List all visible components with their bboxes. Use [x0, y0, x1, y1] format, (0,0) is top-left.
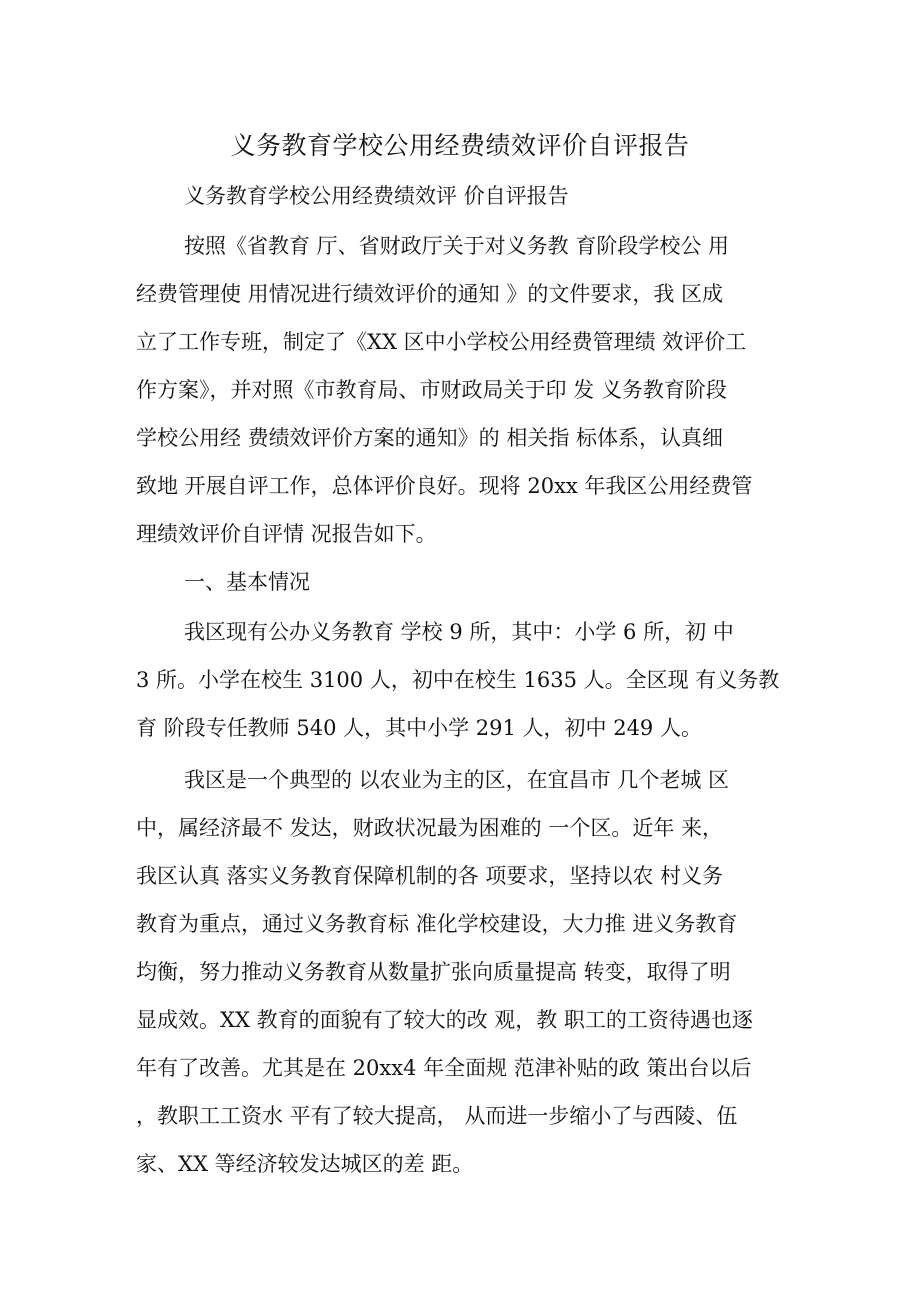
paragraph-line: 我区现有公办义务教育 学校 9 所，其中：小学 6 所，初 中	[184, 620, 734, 644]
paragraph-line: 家、XX 等经济较发达城区的差 距。	[136, 1152, 474, 1176]
paragraph-line: 致地 开展自评工作，总体评价良好。现将 20xx 年我区公用经费管	[136, 474, 753, 498]
document-title: 义务教育学校公用经费绩效评价自评报告	[230, 131, 690, 160]
paragraph-line: 作方案》，并对照《市教育局、市财政局关于印 发 义务教育阶段	[136, 378, 727, 402]
paragraph-line: 年有了改善。尤其是在 20xx4 年全面规 范津补贴的政 策出台以后	[136, 1056, 752, 1080]
document-subtitle: 义务教育学校公用经费绩效评 价自评报告	[184, 184, 569, 208]
paragraph-line: 教育为重点，通过义务教育标 准化学校建设，大力推 进义务教育	[136, 912, 738, 936]
paragraph-line: 育 阶段专任教师 540 人，其中小学 291 人，初中 249 人。	[136, 716, 702, 740]
paragraph-line: 3 所。小学在校生 3100 人，初中在校生 1635 人。全区现 有义务教	[136, 668, 780, 692]
paragraph-line: 我区是一个典型的 以农业为主的区，在宜昌市 几个老城 区	[184, 768, 730, 792]
paragraph-line: 显成效。XX 教育的面貌有了较大的改 观，教 职工的工资待遇也逐	[136, 1008, 753, 1032]
paragraph-line: 我区认真 落实义务教育保障机制的各 项要求，坚持以农 村义务	[136, 864, 724, 888]
paragraph-line: 理绩效评价自评情 况报告如下。	[136, 522, 437, 546]
paragraph-line: ，教职工工资水 平有了较大提高， 从而进一步缩小了与西陵、伍	[136, 1104, 738, 1128]
section-heading: 一、基本情况	[184, 570, 310, 594]
paragraph-line: 经费管理使 用情况进行绩效评价的通知 》的文件要求，我 区成	[136, 282, 724, 306]
paragraph-line: 按照《省教育 厅、省财政厅关于对义务教 育阶段学校公 用	[184, 234, 730, 258]
paragraph-line: 学校公用经 费绩效评价方案的通知》的 相关指 标体系，认真细	[136, 426, 724, 450]
paragraph-line: 立了工作专班，制定了《XX 区中小学校公用经费管理绩 效评价工	[136, 330, 747, 354]
paragraph-line: 中，属经济最不 发达，财政状况最为困难的 一个区。近年 来，	[136, 816, 724, 840]
paragraph-line: 均衡，努力推动义务教育从数量扩张向质量提高 转变，取得了明	[136, 960, 731, 984]
